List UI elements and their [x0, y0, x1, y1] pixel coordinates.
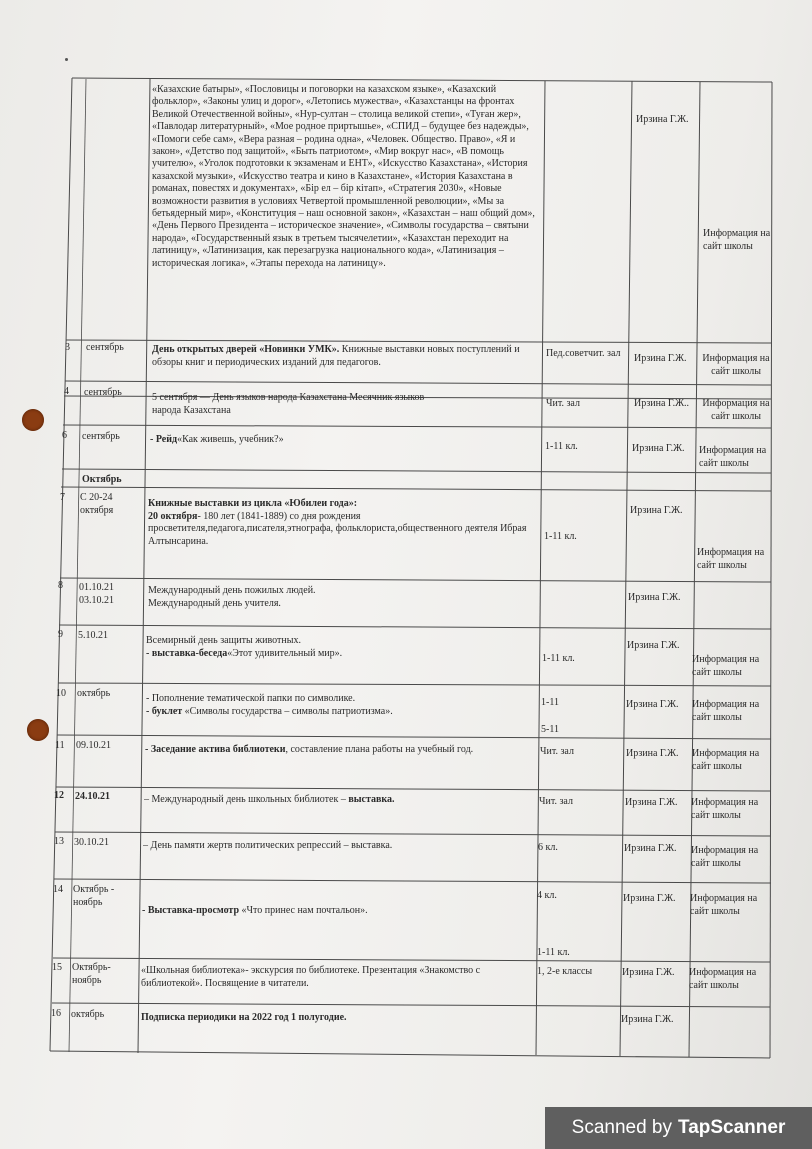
row-14-audience [537, 890, 619, 903]
report-text: Информация на сайт школы [692, 748, 760, 772]
audience-text-2: 1-11 кл. [537, 947, 570, 958]
row-4-content [152, 392, 452, 417]
row-12-content [144, 794, 534, 807]
row-10-audience [541, 697, 623, 710]
bold-text: Книжные выставки из цикла «Юбилеи года»: [148, 498, 358, 509]
row-11-audience [540, 746, 622, 759]
content-text-2: «Символы государства – символы патриотизма». [184, 705, 393, 717]
row-11-date [76, 740, 136, 753]
row-11-num [55, 740, 73, 753]
row-7-responsible [630, 505, 692, 518]
row-7-date [80, 492, 142, 517]
responsible-text: Ирзина Г.Ж. [626, 748, 679, 759]
responsible-text: Ирзина Г.Ж. [630, 505, 683, 516]
date-text: сентябрь [84, 387, 122, 398]
row-3-num [65, 342, 81, 355]
row-8-content [148, 585, 378, 610]
date-text: 30.10.21 [74, 837, 109, 848]
date-text: С 20-24 октября [80, 492, 114, 516]
row-number: 7 [60, 492, 65, 503]
row-6-audience [545, 441, 627, 454]
report-text: Информация на сайт школы [692, 654, 760, 678]
row-4-audience [546, 398, 628, 411]
content-text: – День памяти жертв политических репрессий – выставка. [143, 840, 393, 851]
row-8-responsible [628, 592, 690, 605]
bold-text: - Рейд [150, 434, 178, 445]
row-10-responsible [626, 699, 688, 712]
row-6-report [699, 445, 769, 470]
row-12-num [54, 790, 72, 803]
report-text: Информация на сайт школы [702, 353, 770, 377]
row-list-content [152, 84, 544, 340]
watermark-prefix: Scanned by [571, 1117, 672, 1138]
content-text: - 180 лет (1841-1889) со дня рождения просветителя,педагога,писателя,этнографа, фольклориста,общественного деятеля Ибрая Алтынсарина. [148, 510, 527, 547]
watermark-brand: TapScanner [678, 1117, 786, 1138]
content-text: Всемирный день защиты животных. [146, 635, 301, 646]
report-text: Информация на сайт школы [689, 967, 757, 991]
row-list-responsible [636, 114, 696, 127]
responsible-text: Ирзина Г.Ж. [634, 353, 687, 364]
row-7-num [60, 492, 76, 505]
row-number: 11 [55, 740, 65, 751]
content-text: «Что принес нам почтальон». [241, 905, 368, 916]
row-3-audience [546, 348, 628, 361]
month-text: Октябрь [82, 474, 122, 485]
row-16-num [51, 1008, 69, 1021]
bold-text: - Заседание актива библиотеки [145, 744, 286, 755]
content-text: Международный день пожилых людей. Международный день учителя. [148, 585, 316, 609]
row-9-audience [542, 653, 624, 666]
row-9-content [146, 635, 536, 660]
row-9-date [78, 630, 138, 643]
row-8-num [58, 580, 74, 593]
row-12-report [691, 797, 763, 822]
audience-text: Чит. зал [540, 746, 574, 757]
row-15-content [141, 965, 533, 990]
content-text: «Школьная библиотека»- экскурсия по библиотеке. Презентация «Знакомство с библиотекой». Посвящение в читатели. [141, 965, 481, 989]
row-16-responsible [621, 1014, 683, 1027]
date-text: 09.10.21 [76, 740, 111, 751]
row-6-date [82, 431, 144, 444]
row-3-content [152, 344, 542, 369]
row-14-num [53, 884, 71, 897]
responsible-text: Ирзина Г.Ж. [624, 843, 677, 854]
row-14-responsible [623, 893, 685, 906]
list-text: «Казахские батыры», «Пословицы и поговорки на казахском языке», «Казахский фольклор», «Законы улиц и дорог», «Летопись мужества», «Казахстанцы на фронтах Великой Отечественной войны», «Нур-султан – столица великой степи», «Туған жер», «Павлодар литературный», «Мое родное приртышье», «СПИД – будущее без надежды», «Помоги себе сам», «Вера разная – родина одна», «Человек. Общество. Право», «Я и закон», «Детство под защитой», «Быть патриотом», «Мир вокруг нас», «В помощь учителю», «Уголок подготовки к экзаменам и ЕНТ», «Искусство Казахстана», «История казахской музыки», «Искусство театра и кино в Казахстане», «История Казахстана в романах, повестях и документах», «Бір ел – бір кітап», «Стратегия 2030», «Новые возможности развития в условиях Четвертой промышленной революции», «Мы за бетьядерный мир», «Конституция – наш основной закон», «Казахстан – наш общий дом», «День Первого Президента – историческое значение», «Символы государства – святыни народа», «Государственный язык в третьем тысячелетии», «Казахстан переходит на латиницу», «Латинизация, как перезагрузка национального кода», «Латинизация – историческая логика», «Этапы перехода на латиницу». [152, 84, 535, 269]
date-text: октябрь [71, 1009, 105, 1020]
date-text: 5.10.21 [78, 630, 108, 641]
date-text: 01.10.21 03.10.21 [79, 582, 114, 606]
row-15-num [52, 962, 70, 975]
row-6-num [62, 430, 78, 443]
responsible-text: Ирзина Г.Ж. [628, 592, 681, 603]
date-text: сентябрь [82, 431, 120, 442]
row-10-num [56, 688, 74, 701]
content-text: – Международный день школьных библиотек – [144, 794, 346, 805]
row-4-responsible [634, 398, 696, 411]
report-text: Информация на сайт школы [691, 845, 759, 869]
row-list-report [703, 228, 771, 253]
report-text: Информация на сайт школы [703, 228, 771, 252]
responsible-text: Ирзина Г.Ж.. [634, 398, 690, 409]
row-13-report [691, 845, 763, 870]
bold-text: - Выставка-просмотр [142, 905, 240, 916]
audience-text: 1-11 кл. [544, 531, 577, 542]
audience-text: 4 кл. [537, 890, 557, 901]
row-10-date [77, 688, 137, 701]
month-heading [82, 474, 144, 487]
scanner-watermark [545, 1107, 812, 1149]
row-11-report [692, 748, 764, 773]
content-text: «Как живешь, учебник?» [177, 434, 284, 445]
report-text: Информация на сайт школы [699, 445, 767, 469]
responsible-text: Ирзина Г.Ж. [622, 967, 675, 978]
row-7-audience [544, 531, 626, 544]
row-8-date [79, 582, 134, 607]
row-13-num [54, 836, 72, 849]
report-text: Информация на сайт школы [692, 699, 760, 723]
row-number: 9 [58, 629, 63, 640]
row-10-content [146, 693, 536, 718]
date-text: Октябрь - ноябрь [73, 884, 115, 908]
row-11-responsible [626, 748, 688, 761]
bold-text: Подписка периодики на 2022 год 1 полугодие. [141, 1012, 347, 1023]
responsible-text: Ирзина Г.Ж. [621, 1014, 674, 1025]
row-9-responsible [627, 640, 689, 653]
row-13-content [143, 840, 533, 853]
date-text: Октябрь- ноябрь [72, 962, 111, 986]
bold-text: День открытых дверей «Новинки УМК». [152, 344, 340, 355]
content-text-2: «Этот удивительный мир». [227, 647, 343, 659]
row-13-responsible [624, 843, 686, 856]
responsible-text: Ирзина Г.Ж. [623, 893, 676, 904]
row-15-report [689, 967, 761, 992]
row-9-num [58, 629, 74, 642]
row-number: 14 [53, 884, 63, 895]
audience-text-2: 5-11 [541, 724, 559, 735]
row-10-report [692, 699, 764, 724]
row-13-date [74, 837, 134, 850]
row-number: 16 [51, 1008, 61, 1019]
report-text: Информация на сайт школы [702, 398, 770, 422]
row-9-report [692, 654, 764, 679]
row-6-content [150, 434, 540, 447]
row-6-responsible [632, 443, 694, 456]
row-3-report [701, 353, 771, 378]
audience-text: 1-11 [541, 697, 559, 708]
row-14-content [142, 905, 532, 918]
row-14-audience-2 [537, 947, 619, 960]
bold-date-text: 20 октября [148, 510, 198, 522]
row-number: 4 [64, 386, 69, 397]
audience-text: Пед.советчит. зал [546, 348, 621, 359]
audience-text: 1, 2-е классы [537, 966, 593, 977]
row-14-date [73, 884, 133, 909]
row-number: 8 [58, 580, 63, 591]
audience-text: Чит. зал [539, 796, 573, 807]
date-text: 24.10.21 [75, 791, 110, 802]
content-text: - Пополнение тематической папки по символике. [146, 693, 356, 704]
report-text: Информация на сайт школы [691, 797, 759, 821]
audience-text: 1-11 кл. [542, 653, 575, 664]
row-4-report [701, 398, 771, 423]
row-7-content [148, 498, 540, 548]
row-14-report [690, 893, 762, 918]
date-text: сентябрь [86, 342, 124, 353]
row-15-date [72, 962, 134, 987]
content-text: 5 сентября — День языков народа Казахстана Месячник языков народа Казахстана [152, 392, 425, 416]
responsible-text: Ирзина Г.Ж. [636, 114, 689, 125]
row-3-date [86, 342, 148, 355]
row-16-date [71, 1009, 133, 1022]
bold-text: - буклет [146, 705, 183, 717]
report-text: Информация на сайт школы [690, 893, 758, 917]
responsible-text: Ирзина Г.Ж. [625, 797, 678, 808]
row-15-responsible [622, 967, 684, 980]
responsible-text: Ирзина Г.Ж. [627, 640, 680, 651]
content-text: , составление плана работы на учебный год. [285, 744, 474, 755]
row-12-audience [539, 796, 621, 809]
row-4-num [64, 386, 80, 399]
report-text: Информация на сайт школы [697, 547, 765, 571]
row-11-content [145, 744, 535, 757]
row-number: 13 [54, 836, 64, 847]
content-text: Книжные выставки новых поступлений и обзоры книг и периодических изданий для педагогов. [152, 344, 520, 368]
row-number: 6 [62, 430, 67, 441]
row-number: 3 [65, 342, 70, 353]
row-number: 15 [52, 962, 62, 973]
row-16-content [141, 1012, 533, 1025]
row-12-responsible [625, 797, 687, 810]
row-number: 12 [54, 790, 64, 801]
row-12-date [75, 791, 135, 804]
audience-text: 1-11 кл. [545, 441, 578, 452]
row-number: 10 [56, 688, 66, 699]
row-4-date [84, 387, 146, 400]
row-10-audience-2 [541, 724, 623, 737]
date-text: октябрь [77, 688, 111, 699]
audience-text: 6 кл. [538, 842, 558, 853]
row-3-responsible [634, 353, 696, 366]
row-7-report [697, 547, 767, 572]
bold-text: - выставка-беседа [146, 647, 228, 659]
responsible-text: Ирзина Г.Ж. [632, 443, 685, 454]
audience-text: Чит. зал [546, 398, 580, 409]
row-13-audience [538, 842, 620, 855]
row-15-audience [537, 966, 619, 979]
bold-text: выставка. [348, 794, 395, 805]
responsible-text: Ирзина Г.Ж. [626, 699, 679, 710]
